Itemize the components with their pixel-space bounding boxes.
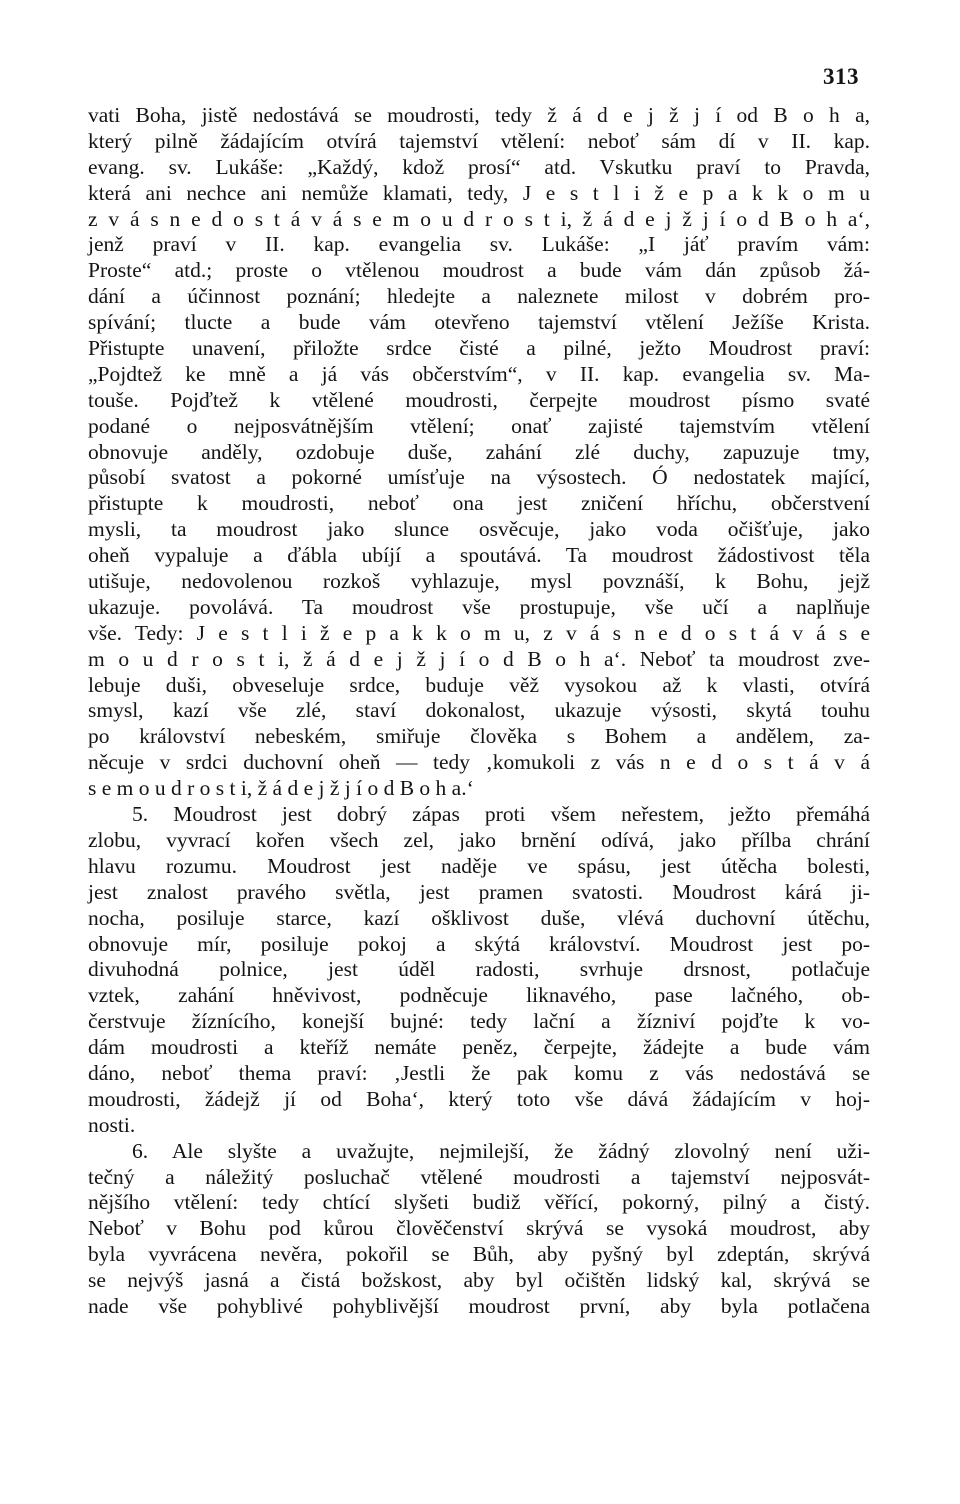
text-line: lebuje duši, obveseluje srdce, buduje věž vysokou až k vlasti, otvírá xyxy=(88,672,870,697)
text-line: mysli, ta moudrost jako slunce osvěcuje, jako voda očišťuje, jako xyxy=(88,517,870,542)
text-line: která ani nechce ani nemůže klamati, tedy, J e s t l i ž e p a k k o m u xyxy=(88,180,870,205)
text-line: divuhodná polnice, jest úděl radosti, svrhuje drsnost, potlačuje xyxy=(88,957,870,982)
text-line: smysl, kazí vše zlé, staví dokonalost, ukazuje výsosti, skytá touhu xyxy=(88,698,870,723)
text-line: ukazuje. povolává. Ta moudrost vše prostupuje, vše učí a naplňuje xyxy=(88,594,870,619)
text-line: hlavu rozumu. Moudrost jest naděje ve spásu, jest útěcha bolesti, xyxy=(88,853,870,878)
text-line: přistupte k moudrosti, neboť ona jest zničení hříchu, občerstvení xyxy=(88,491,870,516)
text-line: jest znalost pravého světla, jest pramen svatosti. Moudrost kárá ji- xyxy=(88,879,870,904)
text-line: Neboť v Bohu pod kůrou člověčenství skrývá se vysoká moudrost, aby xyxy=(88,1216,870,1241)
text-line: který pilně žádajícím otvírá tajemství vtělení: neboť sám dí v II. kap. xyxy=(88,128,870,153)
text-line: utišuje, nedovolenou rozkoš vyhlazuje, mysl povznáší, k Bohu, jejž xyxy=(88,569,870,594)
text-line: vztek, zahání hněvivost, podněcuje liknavého, pase lačného, ob- xyxy=(88,983,870,1008)
text-line: spívání; tlucte a bude vám otevřeno tajemství vtělení Ježíše Krista. xyxy=(88,310,870,335)
text-line: působí svatost a pokorné umísťuje na výsostech. Ó nedostatek mající, xyxy=(88,465,870,490)
text-line: dám moudrosti a kteříž nemáte peněz, čerpejte, žádejte a bude vám xyxy=(88,1035,870,1060)
text-line: tečný a náležitý posluchač vtělené moudrosti a tajemství nejposvát- xyxy=(88,1164,870,1189)
text-line: byla vyvrácena nevěra, pokořil se Bůh, aby pyšný byl zdeptán, skrývá xyxy=(88,1242,870,1267)
text-line: obnovuje anděly, ozdobuje duše, zahání zlé duchy, zapuzuje tmy, xyxy=(88,439,870,464)
text-line: dání a účinnost poznání; hledejte a naleznete milost v dobrém pro- xyxy=(88,284,870,309)
text-line: nějšího vtělení: tedy chtící slyšeti budiž věřící, pokorný, pilný a čistý. xyxy=(88,1190,870,1215)
text-line: vati Boha, jistě nedostává se moudrosti, tedy ž á d e j ž j í od B o h a, xyxy=(88,103,870,127)
text-line: po království nebeském, smiřuje člověka s Bohem a andělem, za- xyxy=(88,724,870,749)
text-line: zlobu, vyvrací kořen všech zel, jako brnění odívá, jako přílba chrání xyxy=(88,827,870,852)
text-line: nosti. xyxy=(88,1112,136,1137)
text-line: nade vše pohyblivé pohyblivější moudrost první, aby byla potlačena xyxy=(88,1293,870,1318)
text-line: „Pojdtež ke mně a já vás občerstvím“, v II. kap. evangelia sv. Ma- xyxy=(88,361,870,386)
text-line: podané o nejposvátnějším vtělení; onať zajisté tajemstvím vtělení xyxy=(88,413,870,438)
text-line: evang. sv. Lukáše: „Každý, kdož prosí“ atd. Vskutku praví to Pravda, xyxy=(88,154,870,179)
text-line: se nejvýš jasná a čistá božskost, aby byl očištěn lidský kal, skrývá se xyxy=(88,1268,870,1293)
body-text xyxy=(88,103,870,1320)
page-number: 313 xyxy=(823,64,859,89)
text-line: touše. Pojďtež k vtělené moudrosti, čerpejte moudrost písmo svaté xyxy=(88,387,870,412)
text-line: něcuje v srdci duchovní oheň — tedy ‚komukoli z vás n e d o s t á v á xyxy=(88,750,870,775)
text-line: moudrosti, žádejž jí od Boha‘, který toto vše dává žádajícím v hoj- xyxy=(88,1086,870,1111)
text-line: oheň vypaluje a ďábla ubíjí a spoutává. Ta moudrost žádostivost těla xyxy=(88,543,870,568)
text-line: Přistupte unavení, přiložte srdce čisté a pilné, ježto Moudrost praví: xyxy=(88,336,870,361)
text-line: vše. Tedy: J e s t l i ž e p a k k o m u, z v á s n e d o s t á v á s e xyxy=(88,620,870,645)
text-line: z v á s n e d o s t á v á s e m o u d r o s t i, ž á d e j ž j í o d B o h a‘, xyxy=(88,206,870,231)
text-line: m o u d r o s t i, ž á d e j ž j í o d B o h a‘. Neboť ta moudrost zve- xyxy=(88,646,870,671)
text-line: nocha, posiluje starce, kazí ošklivost duše, vlévá duchovní útěchu, xyxy=(88,905,870,930)
text-line: s e m o u d r o s t i, ž á d e j ž j í o d B o h a.‘ xyxy=(88,776,474,801)
text-line: Proste“ atd.; proste o vtělenou moudrost a bude vám dán způsob žá- xyxy=(88,258,870,283)
text-line: dáno, neboť thema praví: ‚Jestli že pak komu z vás nedostává se xyxy=(88,1060,870,1085)
paragraph-start-line: 5. Moudrost jest dobrý zápas proti všem neřestem, ježto přemáhá xyxy=(132,802,870,827)
paragraph-start-line: 6. Ale slyšte a uvažujte, nejmilejší, že žádný zlovolný není uži- xyxy=(132,1138,870,1163)
text-line: čerstvuje žíznícího, konejší bujné: tedy lační a žízniví pojďte k vo- xyxy=(88,1009,870,1034)
text-line: obnovuje mír, posiluje pokoj a skýtá království. Moudrost jest po- xyxy=(88,931,870,956)
text-line: jenž praví v II. kap. evangelia sv. Lukáše: „I jáť pravím vám: xyxy=(88,232,870,257)
